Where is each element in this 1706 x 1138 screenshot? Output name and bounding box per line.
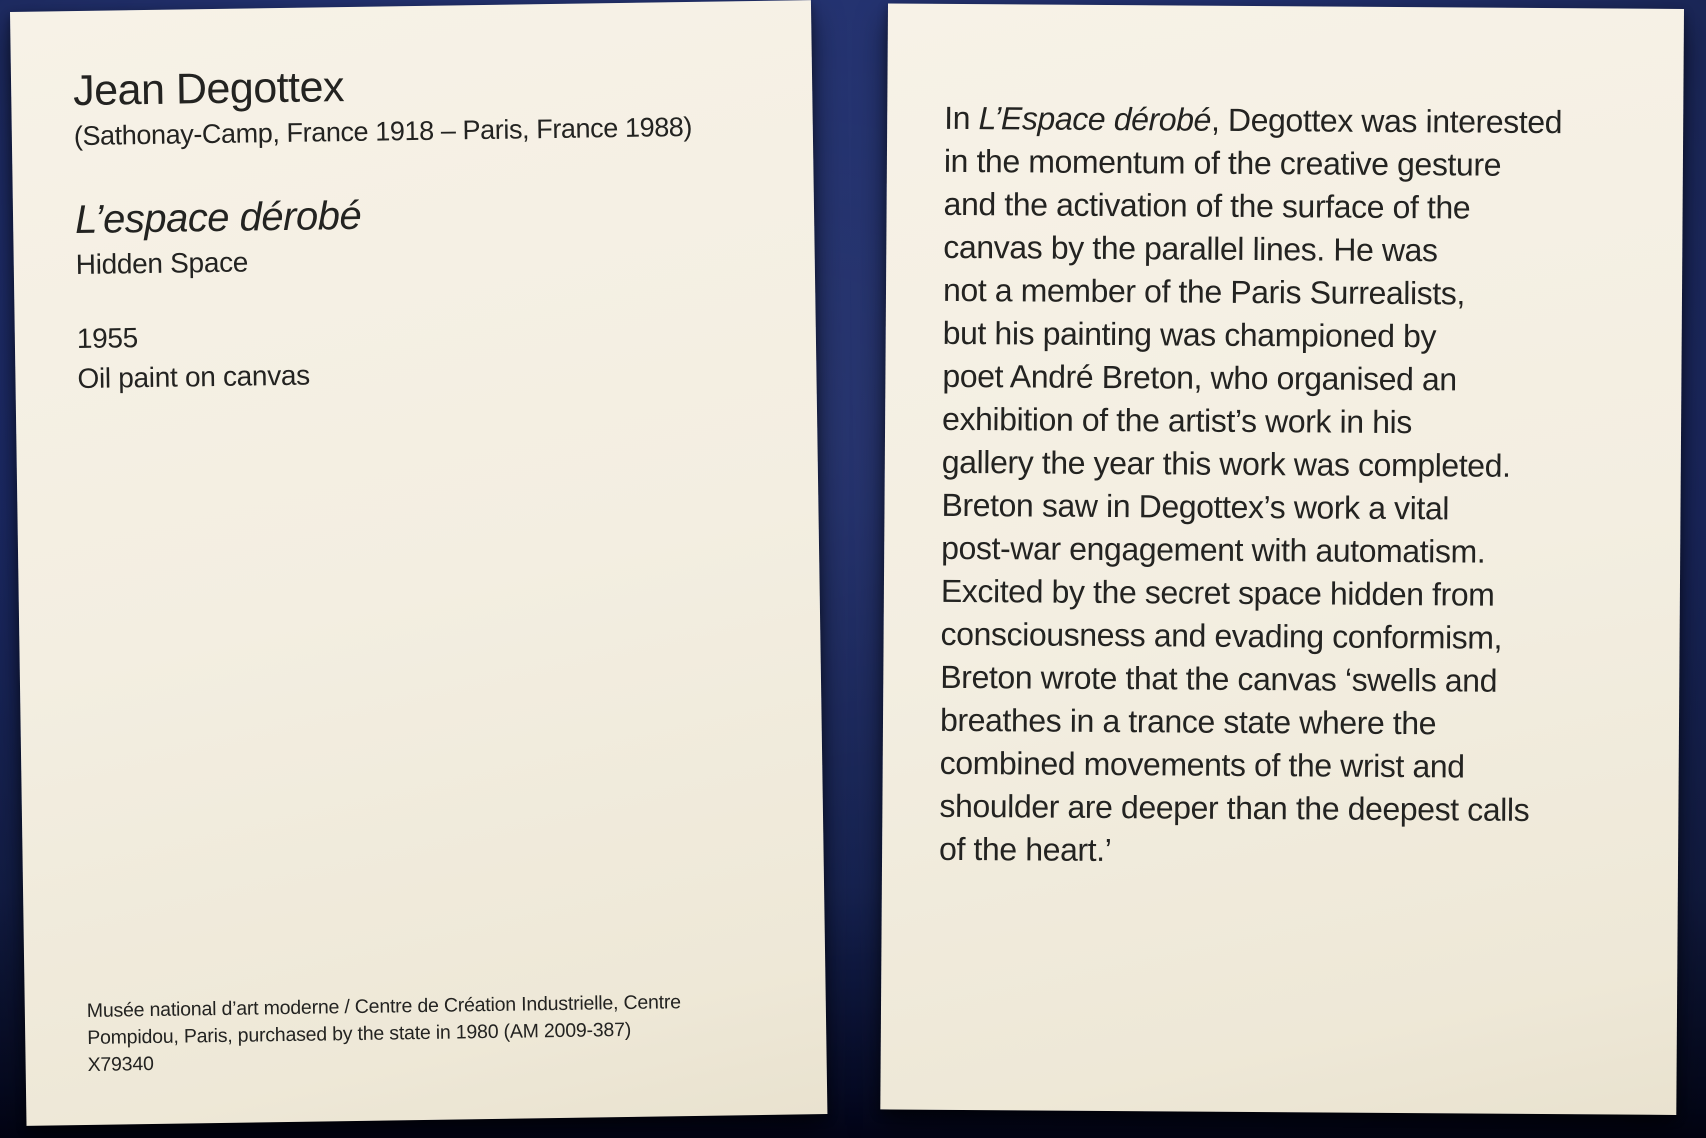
right-label-card xyxy=(880,3,1684,1115)
artist-name: Jean Degottex xyxy=(72,63,345,116)
accession-number: X79340 xyxy=(87,1052,154,1076)
commentary-lead-in: In xyxy=(944,99,979,137)
credit-line: Musée national d’art moderne / Centre de Création Industrielle, Centre Pompidou, Paris, purchased by the state in 1980 (AM 2009-387) xyxy=(86,991,682,1049)
left-label-card xyxy=(10,0,827,1126)
work-title: L’espace dérobé xyxy=(74,193,362,242)
commentary-text xyxy=(939,54,1669,876)
work-title-translation: Hidden Space xyxy=(75,246,249,280)
work-year: 1955 xyxy=(76,321,139,354)
commentary-body: , Degottex was interested in the momentum of the creative gesture and the activation of the surface of the canvas by the parallel lines. He was not a member of the Paris Surrealists, but his painting was championed by poet André Breton, who organised an exhibition of the artist’s work in his gallery the year this work was completed. Breton saw in Degottex’s work a vital post-war engagement with automatism. Excited by the secret space hidden from consciousness and evading conformism, Breton wrote that the canvas ‘swells and breathes in a trance state where the combined movements of the wrist and shoulder are deeper than the deepest calls of the heart.’ xyxy=(938,101,1563,869)
work-medium: Oil paint on canvas xyxy=(77,359,311,395)
commentary-work-title: L’Espace dérobé xyxy=(978,100,1212,138)
artist-dates: (Sathonay-Camp, France 1918 – Paris, France 1988) xyxy=(73,112,693,152)
credit-block xyxy=(87,988,788,1079)
